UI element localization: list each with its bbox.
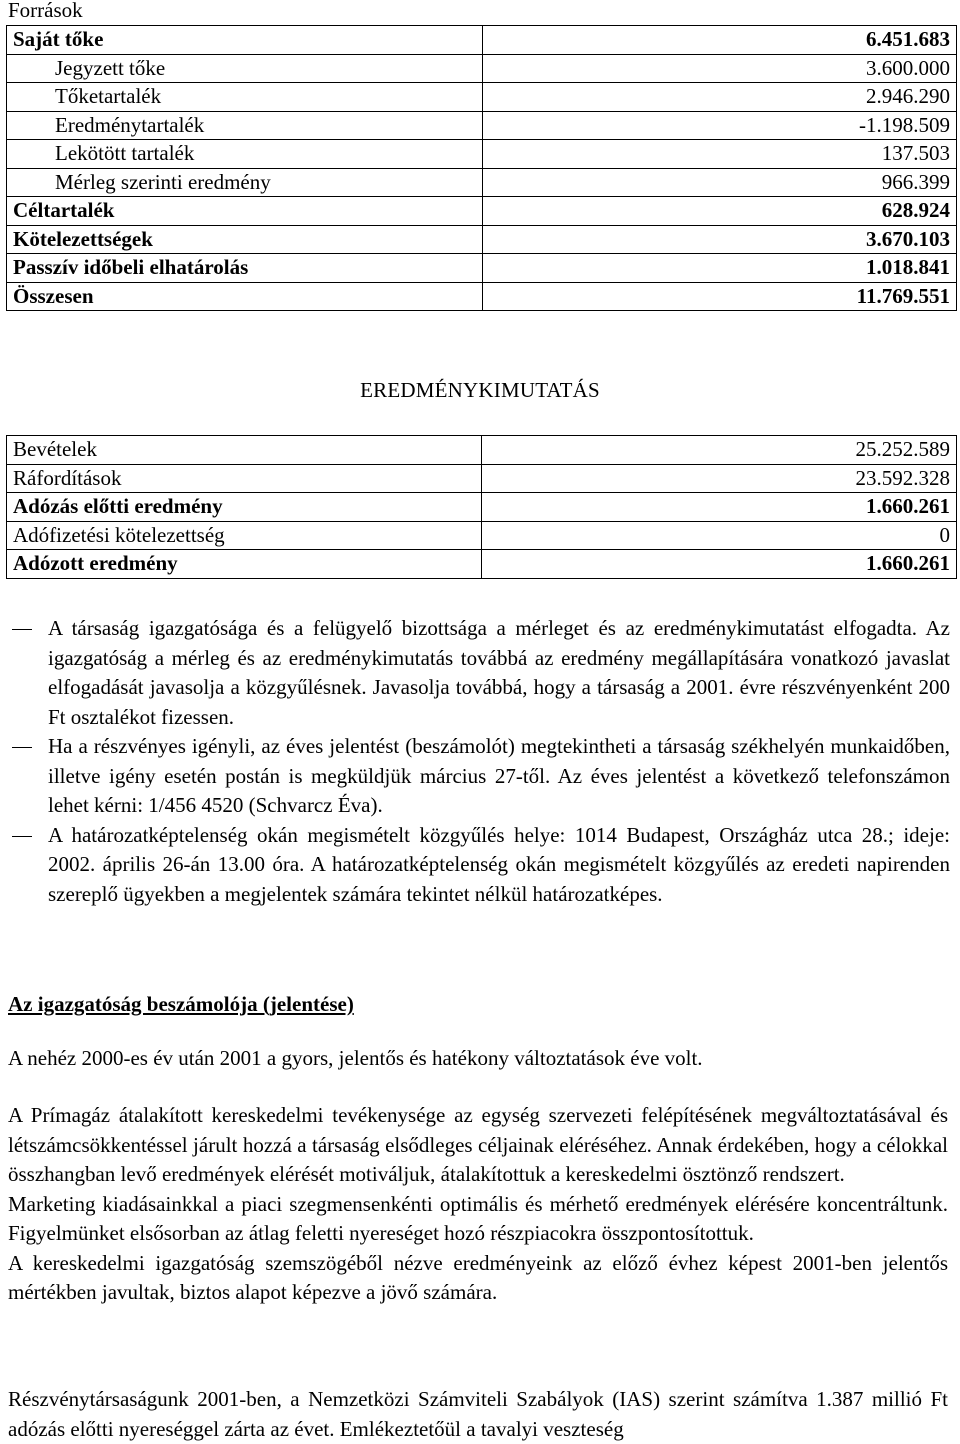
row-value: -1.198.509 [483,111,957,140]
table-row [7,26,957,55]
sources-heading: Források [8,0,83,22]
row-label: Tőketartalék [7,83,483,112]
row-label: Saját tőke [7,26,483,55]
row-value: 2.946.290 [483,83,957,112]
row-label: Adózott eredmény [7,550,482,579]
row-value: 3.600.000 [483,54,957,83]
table-row [7,521,957,550]
table-row [7,83,957,112]
notice-list [6,614,950,909]
table-row [7,493,957,522]
notice-item [6,732,950,821]
table-row [7,168,957,197]
table-row [7,550,957,579]
row-value: 1.018.841 [483,254,957,283]
row-label: Mérleg szerinti eredmény [7,168,483,197]
table-row [7,436,957,465]
row-label: Eredménytartalék [7,111,483,140]
row-value: 1.660.261 [482,493,957,522]
table-row [7,54,957,83]
table-row [7,140,957,169]
row-label: Adózás előtti eredmény [7,493,482,522]
table-row [7,282,957,311]
report-paragraph: A kereskedelmi igazgatóság szemszögéből nézve eredményeink az előző évhez képest 2001-ben jelentős mértékben javultak, biztos alapot képezve a jövő számára. [8,1250,948,1304]
row-value: 966.399 [483,168,957,197]
report-paragraph: A Prímagáz átalakított kereskedelmi tevékenysége az egység szervezeti felépítésének megváltoztatásával és létszámcsökkentéssel járult hozzá a társaság elsődleges céljainak eléréséhez. Annak érdekében, hogy a célokkal összhangban levő eredmények elérését motiváljuk, átalakítottuk a kereskedelmi ösztönző rendszert. [8,1103,948,1186]
row-label: Összesen [7,282,483,311]
table-row [7,464,957,493]
notice-text: A társaság igazgatósága és a felügyelő bizottsága a mérleget és az eredménykimutatást elfogadta. Az igazgatóság a mérleg és az eredménykimutatás továbbá az eredmény megállapítására vonatkozó javaslat elfogadását javasolja a közgyűlésnek. Javasolja továbbá, hogy a társaság a 2001. évre részvényenként 200 Ft osztalékot fizessen. [48,616,950,729]
row-value: 11.769.551 [483,282,957,311]
row-value: 0 [482,521,957,550]
dash-bullet-icon [12,836,32,837]
dash-bullet-icon [12,747,32,748]
table-row [7,111,957,140]
row-value: 6.451.683 [483,26,957,55]
income-statement-title: EREDMÉNYKIMUTATÁS [360,378,600,402]
board-report-heading: Az igazgatóság beszámolója (jelentése) [8,992,354,1016]
notice-item [6,821,950,910]
notice-text: A határozatképtelenség okán megismételt közgyűlés helye: 1014 Budapest, Országház utca 28.; ideje: 2002. április 26-án 13.00 óra. A határozatképtelenség okán megismételt közgyűlés az eredeti napirenden szereplő ügyekben a megjelentek számára tekintet nélkül határozatképes. [48,822,950,906]
row-label: Jegyzett tőke [7,54,483,83]
row-label: Lekötött tartalék [7,140,483,169]
income-statement-table [6,435,957,579]
row-label: Bevételek [7,436,482,465]
row-label: Kötelezettségek [7,225,483,254]
row-value: 23.592.328 [482,464,957,493]
report-paragraph: Marketing kiadásainkkal a piaci szegmensenkénti optimális és mérhető eredmények elérésére koncentráltunk. Figyelmünket elsősorban az átlag feletti nyereséget hozó részpiacokra összpontosítottuk. [8,1191,948,1245]
row-label: Ráfordítások [7,464,482,493]
intro-paragraph: A nehéz 2000-es év után 2001 a gyors, jelentős és hatékony változtatások éve volt. [8,1046,703,1070]
row-value: 137.503 [483,140,957,169]
row-value: 3.670.103 [483,225,957,254]
notice-item [6,614,950,732]
row-value: 628.924 [483,197,957,226]
row-label: Adófizetési kötelezettség [7,521,482,550]
row-label: Céltartalék [7,197,483,226]
dash-bullet-icon [12,629,32,630]
notice-text: Ha a részvényes igényli, az éves jelentést (beszámolót) megtekintheti a társaság székhelyén munkaidőben, illetve igény esetén postán is megküldjük március 27-től. Az éves jelentést a következő telefonszámon lehet kérni: 1/456 4520 (Schvarcz Éva). [48,734,950,817]
row-label: Passzív időbeli elhatárolás [7,254,483,283]
row-value: 1.660.261 [482,550,957,579]
table-row [7,254,957,283]
table-row [7,225,957,254]
report-paragraphs [8,1101,948,1308]
row-value: 25.252.589 [482,436,957,465]
table-row [7,197,957,226]
balance-sheet-table [6,25,957,311]
closing-paragraph: Részvénytársaságunk 2001-ben, a Nemzetközi Számviteli Szabályok (IAS) szerint számítva 1.387 millió Ft adózás előtti nyereséggel zárta az évet. Emlékeztetőül a tavalyi veszteség [8,1387,948,1441]
